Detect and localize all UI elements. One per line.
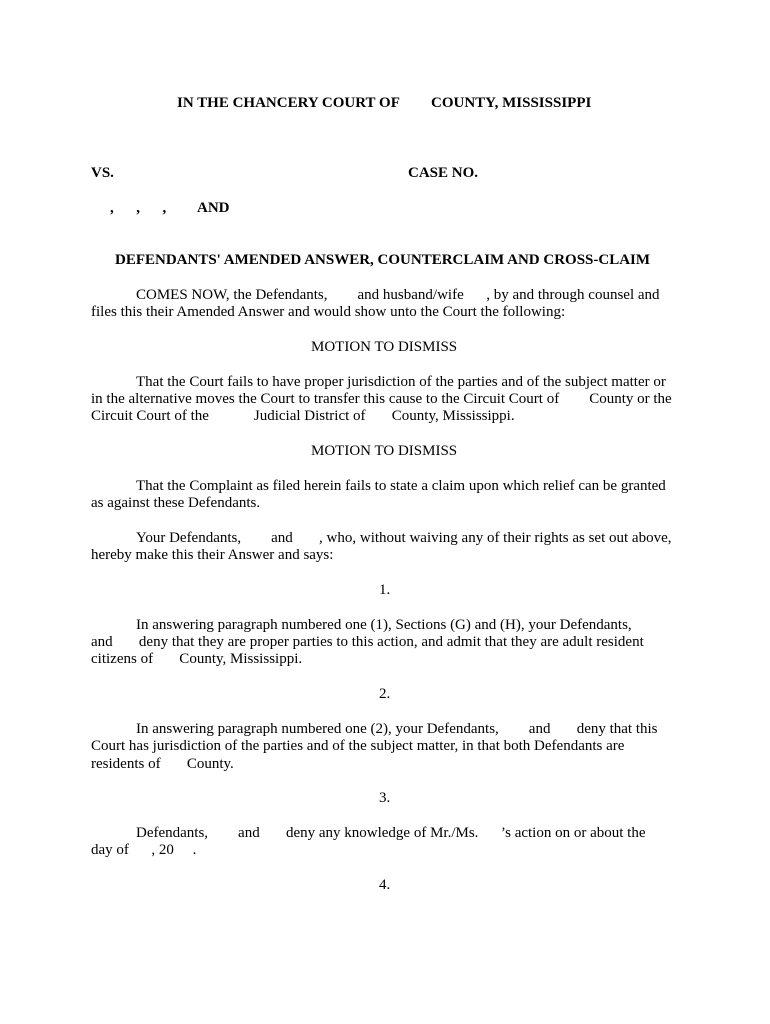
motion-to-dismiss-heading-2: MOTION TO DISMISS xyxy=(311,443,458,459)
document-title: DEFENDANTS' AMENDED ANSWER, COUNTERCLAIM AND CROSS-CLAIM xyxy=(115,252,651,268)
paragraph3-line-1: Defendants, and deny any knowledge of Mr./Ms. ’s action on or about the xyxy=(136,825,646,841)
paragraph1-line-2: and deny that they are proper parties to this action, and admit that they are adult resident xyxy=(91,634,644,650)
court-title-part1: IN THE CHANCERY COURT OF xyxy=(177,95,400,111)
motion1-line-3: Circuit Court of the Judicial District of County, Mississippi. xyxy=(91,408,515,424)
paragraph3-line-2: day of , 20 . xyxy=(91,842,197,858)
parties-and: AND xyxy=(197,200,230,216)
paragraph2-line-2: Court has jurisdiction of the parties and of the subject matter, in that both Defendants are xyxy=(91,738,625,754)
paragraph-number-4: 4. xyxy=(379,877,391,893)
motion1-line-1: That the Court fails to have proper jurisdiction of the parties and of the subject matter or xyxy=(136,374,666,390)
paragraph1-line-1: In answering paragraph numbered one (1), Sections (G) and (H), your Defendants, xyxy=(136,617,632,633)
paragraph-number-2: 2. xyxy=(379,686,391,702)
case-no-label: CASE NO. xyxy=(408,165,479,181)
motion2-line-1: That the Complaint as filed herein fails to state a claim upon which relief can be granted xyxy=(136,478,666,494)
vs-label: VS. xyxy=(91,165,114,181)
answer-intro-line-2: hereby make this their Answer and says: xyxy=(91,547,334,563)
intro-line-2: files this their Amended Answer and would show unto the Court the following: xyxy=(91,304,566,320)
motion2-line-2: as against these Defendants. xyxy=(91,495,261,511)
paragraph1-line-3: citizens of County, Mississippi. xyxy=(91,651,303,667)
paragraph-number-1: 1. xyxy=(379,582,391,598)
paragraph2-line-1: In answering paragraph numbered one (2), your Defendants, and deny that this xyxy=(136,721,658,737)
court-title-part2: COUNTY, MISSISSIPPI xyxy=(431,95,592,111)
parties-line: , , , xyxy=(110,200,167,216)
intro-line-1: COMES NOW, the Defendants, and husband/wife , by and through counsel and xyxy=(136,287,660,303)
paragraph-number-3: 3. xyxy=(379,790,391,806)
motion1-line-2: in the alternative moves the Court to transfer this cause to the Circuit Court of County or the xyxy=(91,391,672,407)
motion-to-dismiss-heading-1: MOTION TO DISMISS xyxy=(311,339,458,355)
answer-intro-line-1: Your Defendants, and , who, without waiving any of their rights as set out above, xyxy=(136,530,672,546)
paragraph2-line-3: residents of County. xyxy=(91,756,234,772)
